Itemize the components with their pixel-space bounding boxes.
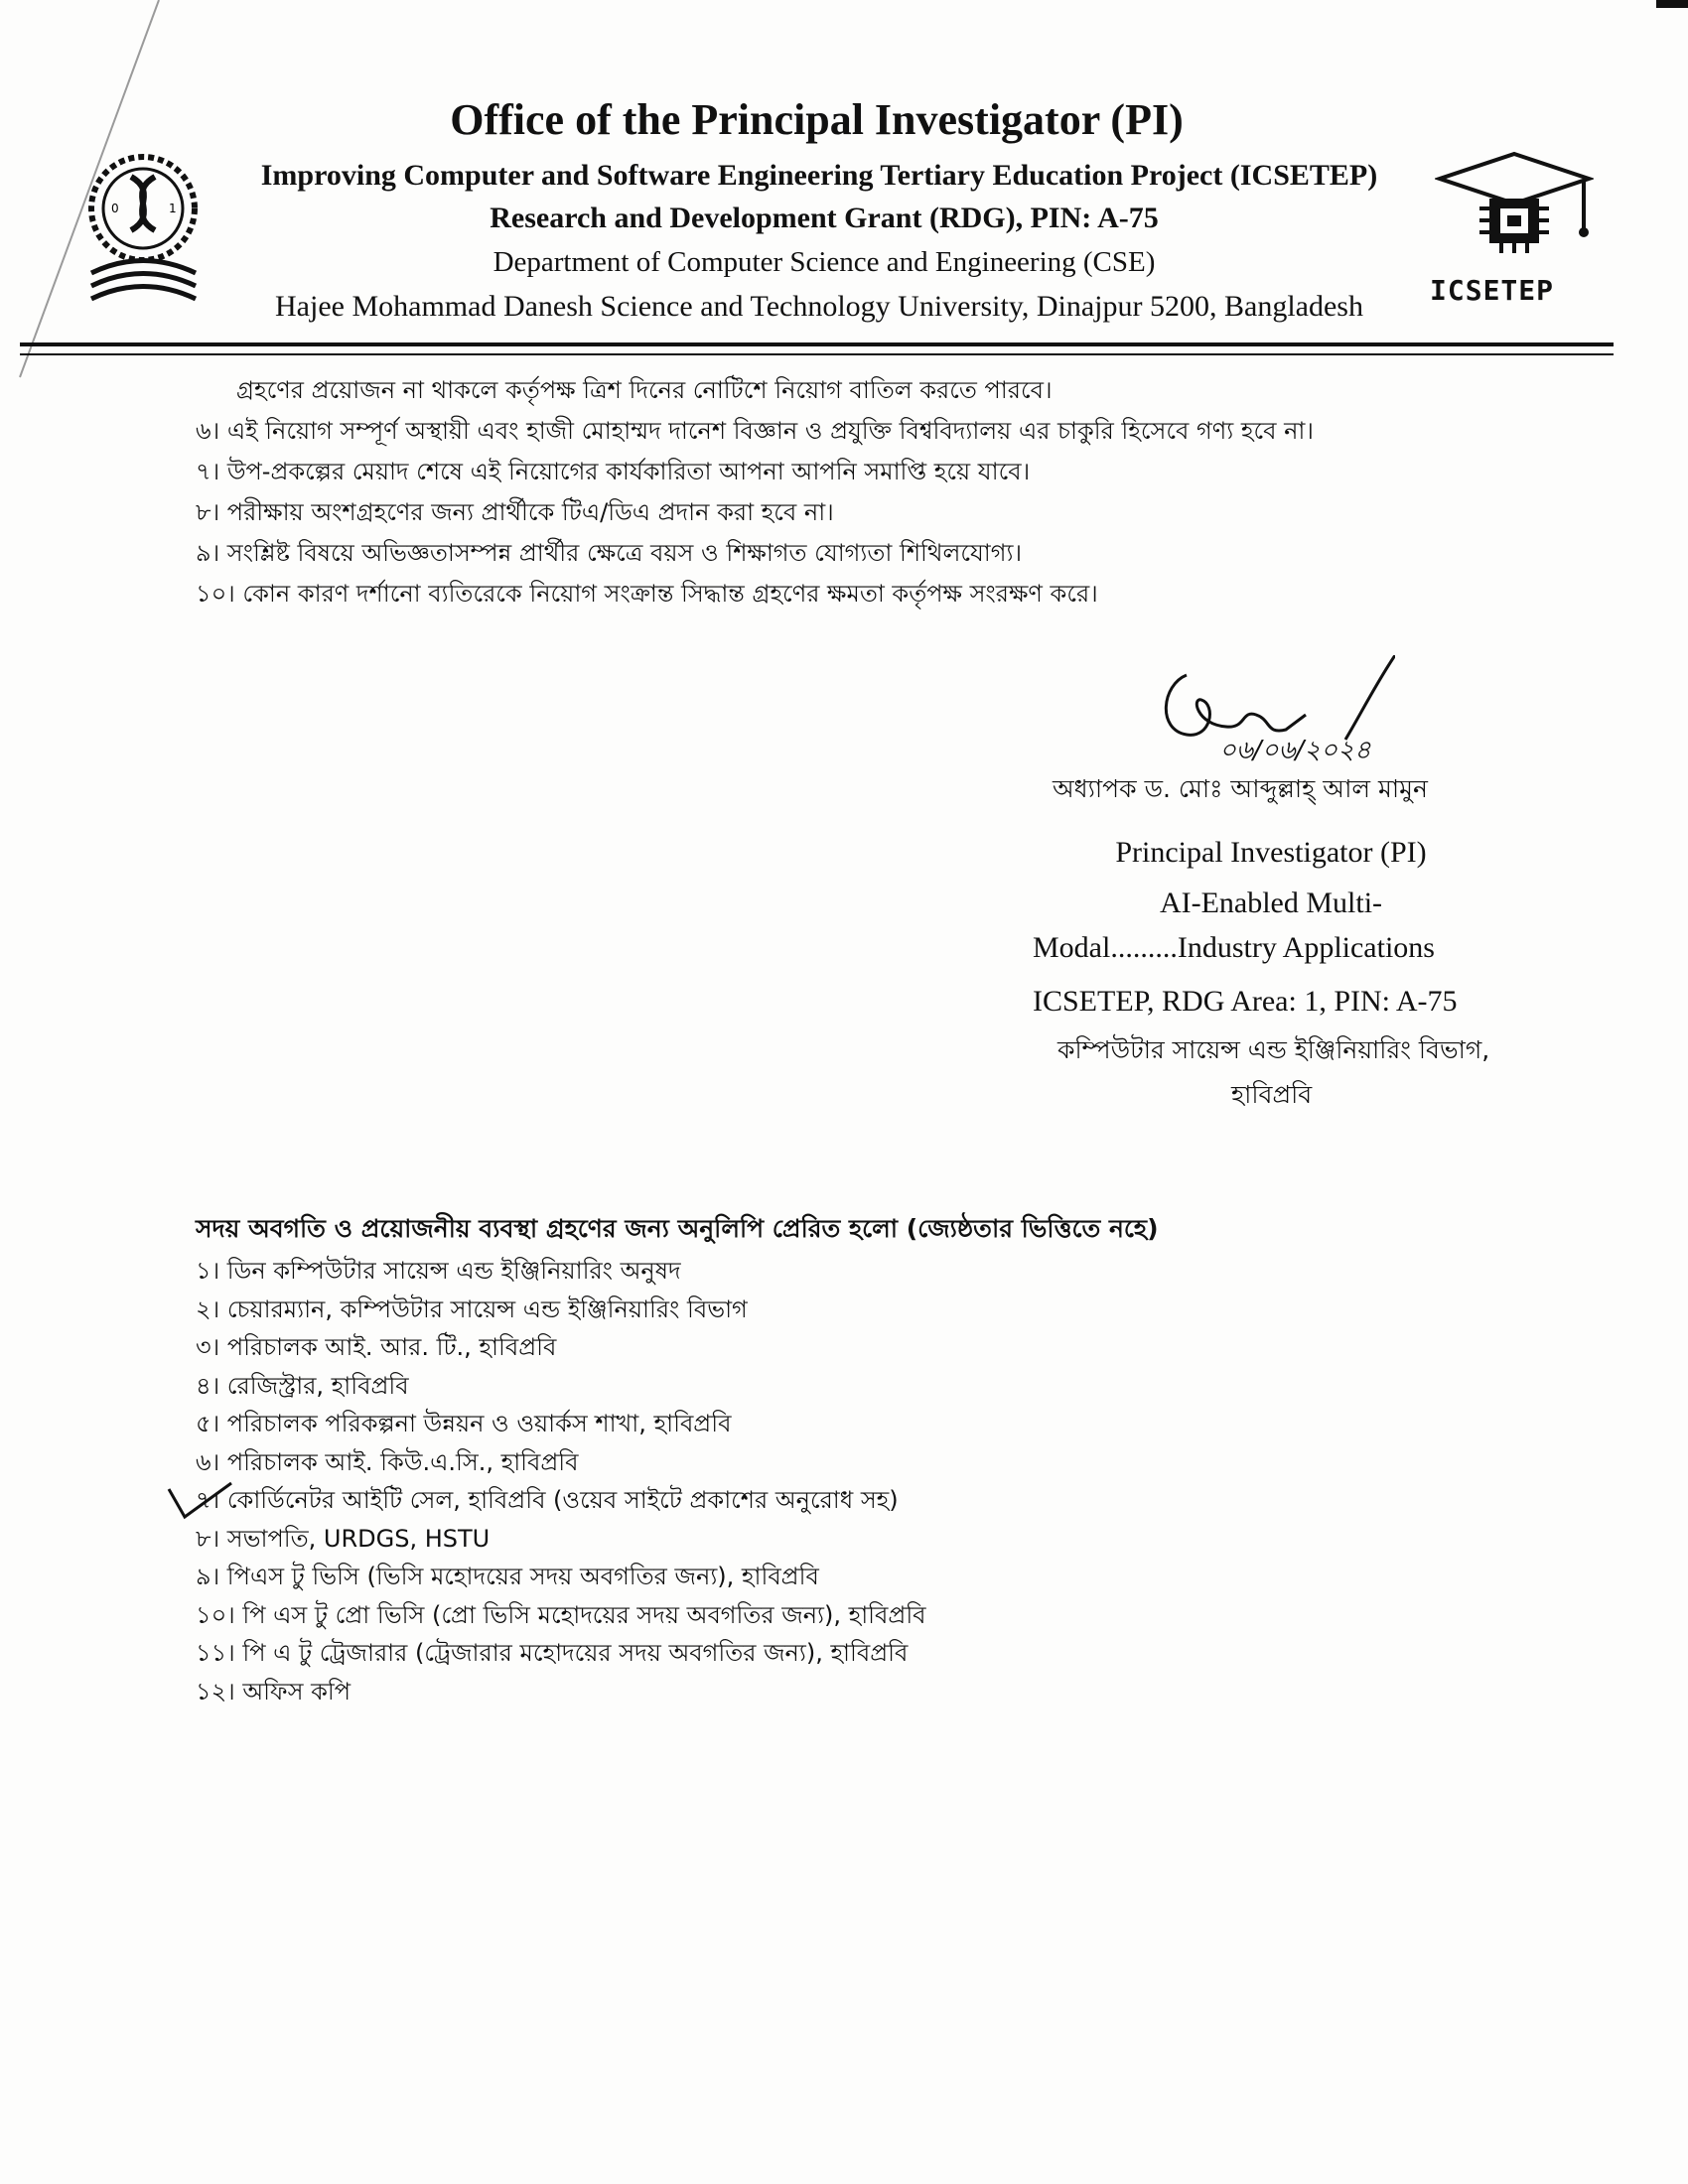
page-title: Office of the Principal Investigator (PI) (450, 95, 1184, 144)
svg-text:0: 0 (111, 202, 119, 215)
grant-line: Research and Development Grant (RDG), PIN: A-75 (490, 202, 1159, 234)
check-mark-icon (167, 1479, 236, 1524)
term-continuation: গ্রহণের প্রয়োজন না থাকলে কর্তৃপক্ষ ত্রিশ দিনের নোটিশে নিয়োগ বাতিল করতে পারবে। (236, 376, 1053, 404)
cc-item: ১। ডিন কম্পিউটার সায়েন্স এন্ড ইঞ্জিনিয়ারিং অনুষদ (196, 1257, 681, 1285)
term-item: ৬। এই নিয়োগ সম্পূর্ণ অস্থায়ী এবং হাজী মোহাম্মদ দানেশ বিজ্ঞান ও প্রযুক্তি বিশ্ববিদ্যালয় এর চাকুরি হিসেবে গণ্য হবে না। (196, 417, 1314, 445)
university-bn: হাবিপ্রবি (1231, 1080, 1313, 1109)
signature-date: ০৬/০৬/২০২৪ (1219, 736, 1371, 765)
header-rule (20, 342, 1614, 346)
signatory-role: Principal Investigator (PI) (1115, 836, 1427, 869)
rdg-area: ICSETEP, RDG Area: 1, PIN: A-75 (1033, 985, 1458, 1018)
svg-text:1: 1 (169, 202, 177, 215)
cc-heading: সদয় অবগতি ও প্রয়োজনীয় ব্যবস্থা গ্রহণের জন্য অনুলিপি প্রেরিত হলো (জ্যেষ্ঠতার ভিত্তিতে নহে) (196, 1214, 1159, 1243)
project-title-line-2: Modal.........Industry Applications (1033, 931, 1435, 964)
term-item: ১০। কোন কারণ দর্শানো ব্যতিরেকে নিয়োগ সংক্রান্ত সিদ্ধান্ত গ্রহণের ক্ষমতা কর্তৃপক্ষ সংরক্ষণ করে। (196, 580, 1098, 608)
cc-item: ৯। পিএস টু ভিসি (ভিসি মহোদয়ের সদয় অবগতির জন্য), হাবিপ্রবি (196, 1563, 819, 1590)
cc-item: ১০। পি এস টু প্রো ভিসি (প্রো ভিসি মহোদয়ের সদয় অবগতির জন্য), হাবিপ্রবি (196, 1600, 926, 1629)
header-rule-thin (20, 353, 1614, 355)
icsetep-logo-text: ICSETEP (1430, 274, 1555, 307)
term-item: ৯। সংশ্লিষ্ট বিষয়ে অভিজ্ঞতাসম্পন্ন প্রার্থীর ক্ষেত্রে বয়স ও শিক্ষাগত যোগ্যতা শিথিলযোগ্য। (196, 539, 1023, 567)
cc-list (196, 1253, 926, 1711)
cc-item: ৮। সভাপতি, URDGS, HSTU (196, 1524, 491, 1553)
department-bn: কম্পিউটার সায়েন্স এন্ড ইঞ্জিনিয়ারিং বিভাগ, (1057, 1035, 1490, 1064)
cc-item: ৭। কোর্ডিনেটর আইটি সেল, হাবিপ্রবি (ওয়েব সাইটে প্রকাশের অনুরোধ সহ) (196, 1486, 899, 1514)
cc-item: ৪। রেজিস্ট্রার, হাবিপ্রবি (196, 1371, 409, 1400)
project-name: Improving Computer and Software Engineering Tertiary Education Project (ICSETEP) (260, 159, 1378, 192)
signatory-name: অধ্যাপক ড. মোঃ আব্দুল্লাহ্ আল মামুন (1053, 774, 1428, 803)
department-line: Department of Computer Science and Engineering (CSE) (492, 246, 1156, 278)
term-item: ৭। উপ-প্রকল্পের মেয়াদ শেষে এই নিয়োগের কার্যকারিতা আপনা আপনি সমাপ্তি হয়ে যাবে। (196, 458, 1031, 485)
term-item: ৮। পরীক্ষায় অংশগ্রহণের জন্য প্রার্থীকে টিএ/ডিএ প্রদান করা হবে না। (196, 498, 834, 526)
project-title-line-1: AI-Enabled Multi- (1159, 887, 1383, 919)
cc-item: ২। চেয়ারম্যান, কম্পিউটার সায়েন্স এন্ড ইঞ্জিনিয়ারিং বিভাগ (196, 1295, 748, 1323)
university-line: Hajee Mohammad Danesh Science and Technology University, Dinajpur 5200, Bangladesh (275, 290, 1363, 323)
cc-item: ৬। পরিচালক আই. কিউ.এ.সি., হাবিপ্রবি (196, 1447, 579, 1476)
icsetep-graduation-cap-icon (1435, 149, 1594, 268)
cc-item: ৫। পরিচালক পরিকল্পনা উন্নয়ন ও ওয়ার্কস শাখা, হাবিপ্রবি (196, 1410, 732, 1437)
cc-item: ১১। পি এ টু ট্রেজারার (ট্রেজারার মহোদয়ের সদয় অবগতির জন্য), হাবিপ্রবি (196, 1639, 909, 1667)
cc-item: ৩। পরিচালক আই. আর. টি., হাবিপ্রবি (196, 1333, 557, 1361)
scan-edge-mark (1656, 0, 1688, 8)
cc-item: ১২। অফিস কপি (196, 1677, 352, 1706)
